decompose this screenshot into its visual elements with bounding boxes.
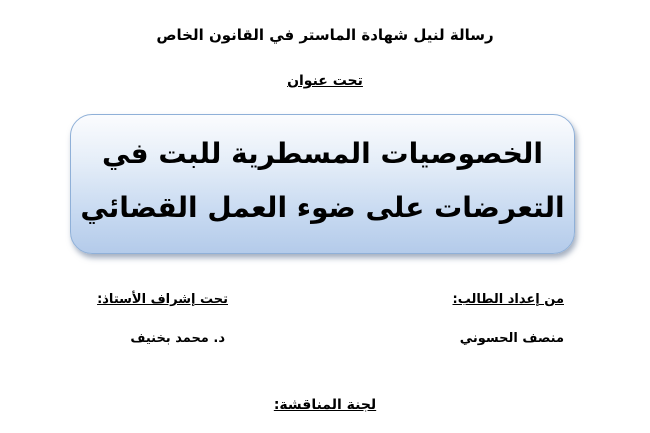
degree-heading: رسالة لنيل شهادة الماستر في القانون الخاص (156, 26, 494, 44)
thesis-title-box (70, 114, 575, 254)
thesis-title-line-2: التعرضات على ضوء العمل القضائي (80, 191, 565, 224)
prepared-by-label: من إعداد الطالب: (452, 292, 564, 307)
supervisor-name: د. محمد بخنيف (130, 331, 225, 346)
student-name: منصف الحسوني (459, 331, 564, 346)
supervisor-label: تحت إشراف الأستاذ: (97, 292, 228, 307)
thesis-title-line-1: الخصوصيات المسطرية للبت في (101, 137, 544, 170)
committee-label: لجنة المناقشة: (273, 397, 377, 413)
under-title-label: تحت عنوان (287, 73, 363, 89)
